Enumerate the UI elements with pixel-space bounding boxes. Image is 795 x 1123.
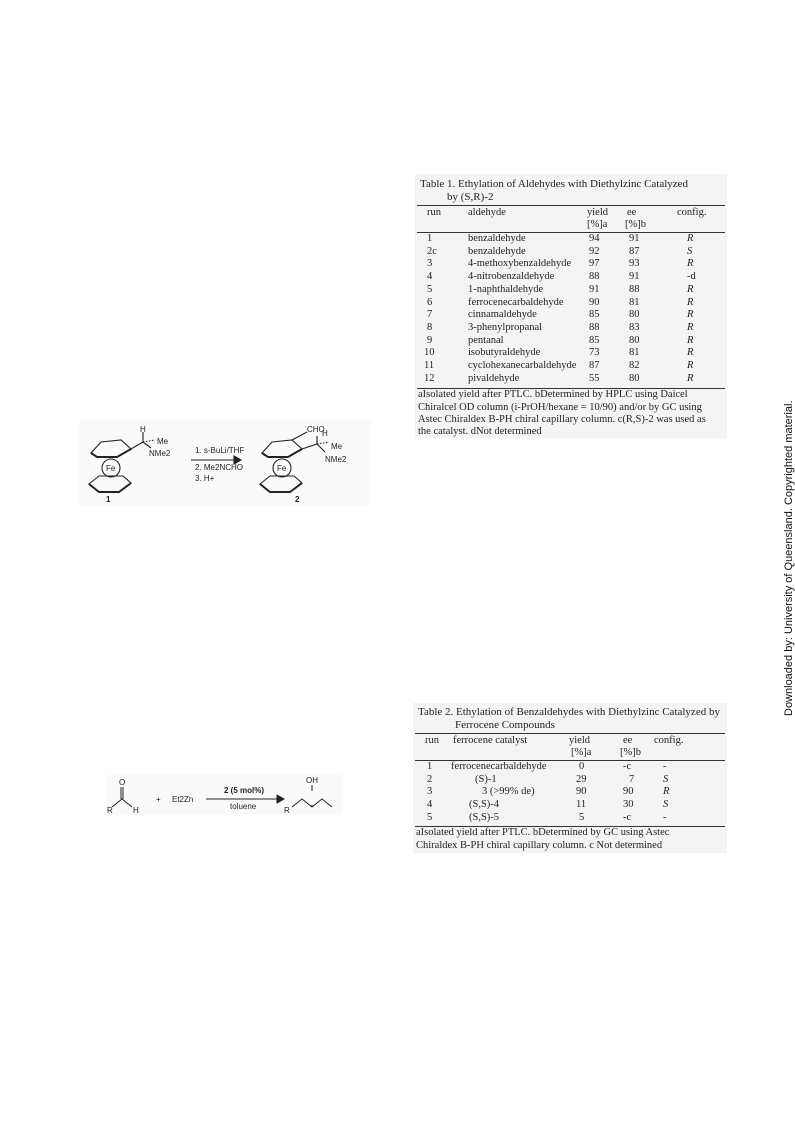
- cell-config: R: [687, 233, 694, 244]
- cell-run: 8: [427, 321, 433, 333]
- cell-run: 7: [427, 309, 433, 321]
- cell-config: R: [663, 786, 670, 798]
- cell-config: R: [687, 360, 694, 371]
- fe-label-left: Fe: [106, 464, 116, 473]
- cell-yield: 88: [589, 271, 600, 283]
- cell-catalyst: (S)-1: [475, 773, 497, 785]
- table-row: [413, 774, 727, 787]
- table-row: [415, 373, 727, 386]
- table-2-header-yield: yield: [569, 735, 590, 746]
- h-label-left: H: [140, 425, 146, 434]
- cell-catalyst: 3 (>99% de): [482, 786, 535, 798]
- cell-config: -: [663, 761, 667, 772]
- cell-config: S: [687, 245, 693, 257]
- table-2-header-catalyst: ferrocene catalyst: [453, 735, 528, 746]
- scheme-1-drawing: [79, 420, 371, 505]
- cell-run: 2c: [427, 245, 437, 257]
- h-label-aldehyde: H: [133, 806, 139, 815]
- cell-ee: 91: [629, 233, 640, 244]
- cell-ee: 83: [629, 321, 640, 333]
- download-watermark: Downloaded by: University of Queensland. Copyrighted material.: [783, 400, 795, 716]
- fe-label-right: Fe: [277, 464, 287, 473]
- table-1-header-yield: yield: [587, 207, 608, 218]
- cell-yield: 94: [589, 233, 600, 244]
- table-2-header-ee: ee: [623, 735, 633, 746]
- cell-yield: 11: [576, 799, 587, 811]
- cell-run: 2: [427, 773, 433, 785]
- cell-config: -d: [687, 271, 696, 283]
- table-2-caption-line-2: Ferrocene Compounds: [455, 719, 555, 731]
- cell-aldehyde: cyclohexanecarbaldehyde: [468, 360, 577, 371]
- cell-ee: 91: [629, 271, 640, 283]
- cell-config: R: [687, 321, 694, 333]
- r-group-right: R: [284, 806, 290, 815]
- table-2-header-yield-unit: [%]a: [571, 747, 592, 758]
- table-1: [415, 174, 727, 438]
- table-2-header-ee-unit: [%]b: [620, 747, 641, 758]
- table-row: [415, 246, 727, 259]
- table-1-header-ee: ee: [627, 207, 637, 218]
- cell-ee: -c: [623, 761, 632, 772]
- cell-aldehyde: 4-nitrobenzaldehyde: [468, 271, 555, 283]
- cell-run: 4: [427, 271, 433, 283]
- cell-config: S: [663, 799, 669, 811]
- table-1-header-yield-unit: [%]a: [587, 219, 608, 230]
- reagent-step-1: 1. s-BuLi/THF: [195, 446, 245, 455]
- table-row: [413, 786, 727, 799]
- cell-ee: -c: [623, 811, 632, 823]
- table-1-footnote-line-3: Astec Chiraldex B-PH chiral capillary column. c(R,S)-2 was used as: [418, 414, 706, 425]
- table-2-header-run: run: [425, 735, 439, 746]
- table-1-header-ee-unit: [%]b: [625, 219, 646, 230]
- cell-aldehyde: ferrocenecarbaldehyde: [468, 296, 564, 308]
- nme2-label-left: NMe2: [149, 449, 171, 458]
- table-1-footnote-line-4: the catalyst. dNot determined: [418, 426, 542, 437]
- compound-number-2: 2: [295, 495, 300, 504]
- cell-ee: 81: [629, 296, 640, 308]
- cell-ee: 90: [623, 786, 634, 798]
- reagent-step-3: 3. H+: [195, 474, 215, 483]
- cell-config: R: [687, 309, 694, 321]
- cell-yield: 29: [576, 773, 587, 785]
- cell-yield: 88: [589, 321, 600, 333]
- cell-config: -: [663, 811, 667, 823]
- cell-run: 3: [427, 258, 433, 270]
- table-1-caption-line-1: Table 1. Ethylation of Aldehydes with Diethylzinc Catalyzed: [420, 178, 689, 190]
- cell-run: 10: [424, 347, 435, 359]
- cell-aldehyde: benzaldehyde: [468, 233, 526, 244]
- cell-catalyst: (S,S)-4: [469, 799, 500, 811]
- cell-catalyst: (S,S)-5: [469, 811, 500, 823]
- cell-aldehyde: 4-methoxybenzaldehyde: [468, 258, 572, 270]
- reagent-step-2: 2. Me2NCHO: [195, 463, 244, 472]
- oh-label: OH: [306, 776, 318, 785]
- table-row: [415, 322, 727, 335]
- cell-aldehyde: pivaldehyde: [468, 372, 520, 384]
- cell-run: 5: [427, 811, 433, 823]
- h-label-right: H: [322, 429, 328, 438]
- table-2-caption-line-1: Table 2. Ethylation of Benzaldehydes with Diethylzinc Catalyzed by: [418, 706, 720, 718]
- scheme-ferrocene-formylation: [79, 420, 371, 505]
- cell-config: R: [687, 372, 694, 384]
- solvent-label: toluene: [230, 802, 257, 811]
- cell-run: 4: [427, 799, 433, 811]
- table-row: [415, 271, 727, 284]
- table-1-header-aldehyde: aldehyde: [468, 207, 506, 218]
- table-1-top-rule: [417, 205, 725, 206]
- oxygen-label: O: [119, 778, 126, 787]
- table-1-header-run: run: [427, 207, 441, 218]
- scheme-2-drawing: [106, 775, 343, 815]
- cell-yield: 90: [576, 786, 587, 798]
- table-1-header-config: config.: [677, 207, 707, 218]
- table-row: [413, 761, 727, 774]
- reagent-et2zn: Et2Zn: [172, 795, 194, 804]
- table-row: [413, 799, 727, 812]
- cell-yield: 87: [589, 360, 600, 371]
- compound-number-1: 1: [106, 495, 111, 504]
- cell-yield: 90: [589, 296, 600, 308]
- cell-ee: 80: [629, 334, 640, 346]
- table-row: [415, 233, 727, 246]
- cell-ee: 82: [629, 360, 640, 371]
- table-2: [413, 703, 727, 853]
- table-row: [415, 360, 727, 373]
- table-1-footnote-line-2: Chiralcel OD column (i-PrOH/hexane = 10/90) and/or by GC using: [418, 401, 702, 413]
- cell-catalyst: ferrocenecarbaldehyde: [451, 761, 547, 772]
- cell-run: 6: [427, 296, 433, 308]
- table-row: [415, 335, 727, 348]
- cell-yield: 92: [589, 245, 600, 257]
- cell-yield: 85: [589, 334, 600, 346]
- table-2-footnote-line-2: Chiraldex B-PH chiral capillary column. c Not determined: [416, 839, 663, 851]
- cell-config: R: [687, 283, 694, 295]
- r-group-left: R: [107, 806, 113, 815]
- cell-yield: 97: [589, 258, 600, 270]
- table-row: [415, 284, 727, 297]
- cell-run: 11: [424, 360, 435, 371]
- cell-aldehyde: benzaldehyde: [468, 245, 526, 257]
- cell-yield: 73: [589, 347, 600, 359]
- table-1-body: [415, 233, 727, 387]
- cell-run: 12: [424, 372, 435, 384]
- cell-yield: 91: [589, 283, 600, 295]
- cell-ee: 30: [623, 799, 634, 811]
- cell-ee: 80: [629, 372, 640, 384]
- table-1-footnote-line-1: aIsolated yield after PTLC. bDetermined by HPLC using Daicel: [418, 389, 688, 400]
- table-2-top-rule: [415, 733, 725, 734]
- cell-run: 3: [427, 786, 433, 798]
- cell-config: R: [687, 296, 694, 308]
- cell-yield: 85: [589, 309, 600, 321]
- table-row: [415, 297, 727, 310]
- table-row: [415, 347, 727, 360]
- cell-ee: 87: [629, 245, 640, 257]
- cell-ee: 88: [629, 283, 640, 295]
- cell-run: 1: [427, 761, 433, 772]
- cell-config: R: [687, 258, 694, 270]
- cell-aldehyde: 1-naphthaldehyde: [468, 283, 544, 295]
- cell-aldehyde: pentanal: [468, 334, 504, 346]
- cell-run: 1: [427, 233, 433, 244]
- cell-ee: 93: [629, 258, 640, 270]
- cell-yield: 5: [579, 811, 585, 823]
- table-2-header-config: config.: [654, 735, 684, 746]
- table-row: [413, 812, 727, 825]
- plus-sign: +: [156, 795, 161, 804]
- cell-ee: 80: [629, 309, 640, 321]
- cell-aldehyde: 3-phenylpropanal: [468, 321, 543, 333]
- cell-ee: 7: [629, 773, 635, 785]
- table-row: [415, 258, 727, 271]
- cell-yield: 0: [579, 761, 585, 772]
- table-2-body: [413, 761, 727, 825]
- nme2-label-right: NMe2: [325, 455, 347, 464]
- cell-run: 9: [427, 334, 433, 346]
- me-label-right: Me: [331, 442, 343, 451]
- table-2-footnote-line-1: aIsolated yield after PTLC. bDetermined by GC using Astec: [416, 827, 670, 838]
- cell-yield: 55: [589, 372, 600, 384]
- me-label-left: Me: [157, 437, 169, 446]
- table-1-caption-line-2: by (S,R)-2: [447, 191, 494, 203]
- scheme-ethylation-reaction: [106, 775, 343, 815]
- table-row: [415, 309, 727, 322]
- cell-config: S: [663, 773, 669, 785]
- cho-label: CHO: [307, 425, 325, 434]
- cell-ee: 81: [629, 347, 640, 359]
- cell-aldehyde: cinnamaldehyde: [468, 309, 537, 321]
- cell-config: R: [687, 334, 694, 346]
- cell-aldehyde: isobutyraldehyde: [468, 347, 541, 359]
- cell-run: 5: [427, 283, 433, 295]
- cell-config: R: [687, 347, 694, 359]
- catalyst-label: 2 (5 mol%): [224, 786, 265, 795]
